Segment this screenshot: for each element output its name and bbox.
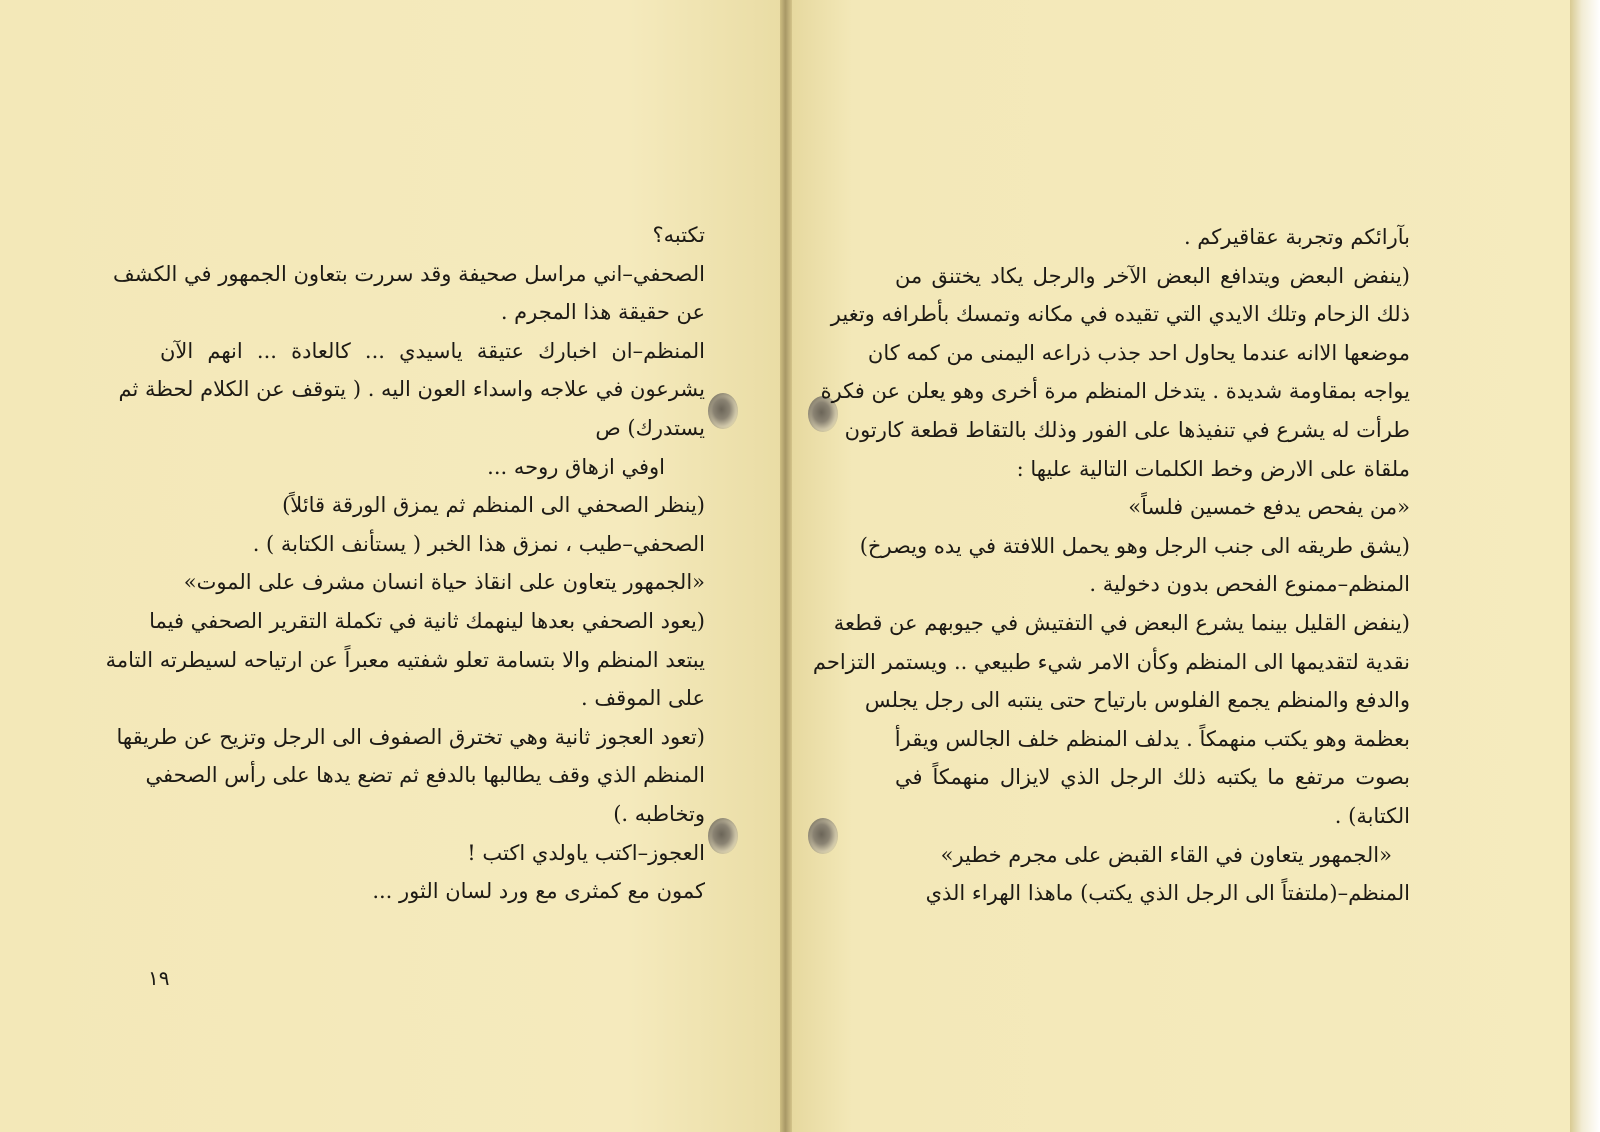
text-line: بعظمة وهو يكتب منهمكاً . يدلف المنظم خلف الجالس ويقرأ	[894, 726, 1410, 751]
text-line: المنظم–ممنوع الفحص بدون دخولية .	[1089, 572, 1410, 597]
text-line: الكتابة) .	[1334, 803, 1410, 828]
text-line: المنظم–(ملتفتاً الى الرجل الذي يكتب) ماهذا الهراء الذي	[925, 881, 1410, 906]
left-page-text	[105, 216, 705, 911]
text-line: والدفع والمنظم يجمع الفلوس بارتياح حتى ينتبه الى رجل يجلس	[864, 688, 1410, 713]
page-edge	[1570, 0, 1600, 1132]
page-number: ١٩	[148, 966, 170, 990]
right-page-text	[812, 218, 1410, 913]
text-line: (يشق طريقه الى جنب الرجل وهو يحمل اللافتة في يده ويصرخ)	[859, 533, 1410, 558]
text-line: ذلك الزحام وتلك الايدي التي تقيده في مكانه وتمسك بأطرافه وتغير	[830, 302, 1410, 327]
text-line: «من يفحص يدفع خمسين فلساً»	[1128, 495, 1410, 520]
text-line: يواجه بمقاومة شديدة . يتدخل المنظم مرة أخرى وهو يعلن عن فكرة	[820, 379, 1410, 404]
text-line: المنظم الذي وقف يطالبها بالدفع ثم تضع يدها على رأس الصحفي	[145, 763, 705, 788]
text-line: الصحفي–اني مراسل صحيفة وقد سررت بتعاون الجمهور في الكشف	[113, 261, 705, 286]
text-line: (ينظر الصحفي الى المنظم ثم يمزق الورقة قائلاً)	[282, 493, 705, 518]
text-line: الصحفي–طيب ، نمزق هذا الخبر ( يستأنف الكتابة ) .	[252, 531, 705, 556]
text-line: «الجمهور يتعاون في القاء القبض على مجرم خطير»	[940, 842, 1392, 867]
text-line: يشرعون في علاجه واسداء العون اليه . ( يتوقف عن الكلام لحظة ثم	[118, 377, 705, 402]
text-line: على الموقف .	[580, 686, 705, 711]
binding-hole	[708, 393, 738, 429]
text-line: نقدية لتقديمها الى المنظم وكأن الامر شيء طبيعي .. ويستمر التزاحم	[812, 649, 1410, 674]
text-line: طرأت له يشرع في تنفيذها على الفور وذلك بالتقاط قطعة كارتون	[844, 417, 1410, 442]
text-line: يبتعد المنظم والا بتسامة تعلو شفتيه معبراً عن ارتياحه لسيطرته التامة	[105, 647, 705, 672]
text-line: يستدرك) ص	[595, 415, 705, 440]
text-line: (تعود العجوز ثانية وهي تخترق الصفوف الى الرجل وتزيح عن طريقها	[116, 724, 705, 749]
binding-hole	[808, 818, 838, 854]
text-line: العجوز–اكتب ياولدي اكتب !	[467, 840, 705, 865]
text-line: ملقاة على الارض وخط الكلمات التالية عليها :	[1016, 456, 1410, 481]
text-line: كمون مع كمثرى مع ورد لسان الثور ...	[372, 879, 705, 904]
text-line: (يعود الصحفي بعدها لينهمك ثانية في تكملة التقرير الصحفي فيما	[149, 608, 705, 633]
text-line: تكتبه؟	[652, 223, 705, 247]
text-line: موضعها الاانه عندما يحاول احد جذب ذراعه اليمنى من كمه كان	[867, 340, 1410, 365]
text-line: المنظم–ان اخبارك عتيقة ياسيدي ... كالعادة ... انهم الآن	[160, 338, 705, 363]
text-line: عن حقيقة هذا المجرم .	[500, 300, 705, 325]
text-line: (ينفض البعض ويتدافع البعض الآخر والرجل يكاد يختنق من	[895, 263, 1410, 288]
binding-hole	[708, 818, 738, 854]
text-line: وتخاطبه .)	[613, 801, 705, 826]
text-line: بآرائكم وتجربة عقاقيركم .	[1183, 225, 1410, 249]
text-line: بصوت مرتفع ما يكتبه ذلك الرجل الذي لايزال منهمكاً في	[895, 765, 1410, 790]
text-line: (ينفض القليل بينما يشرع البعض في التفتيش في جيوبهم عن قطعة	[833, 610, 1410, 635]
book-gutter	[780, 0, 792, 1132]
text-line: «الجمهور يتعاون على انقاذ حياة انسان مشرف على الموت»	[183, 570, 705, 595]
text-line: اوفي ازهاق روحه ...	[487, 454, 665, 479]
